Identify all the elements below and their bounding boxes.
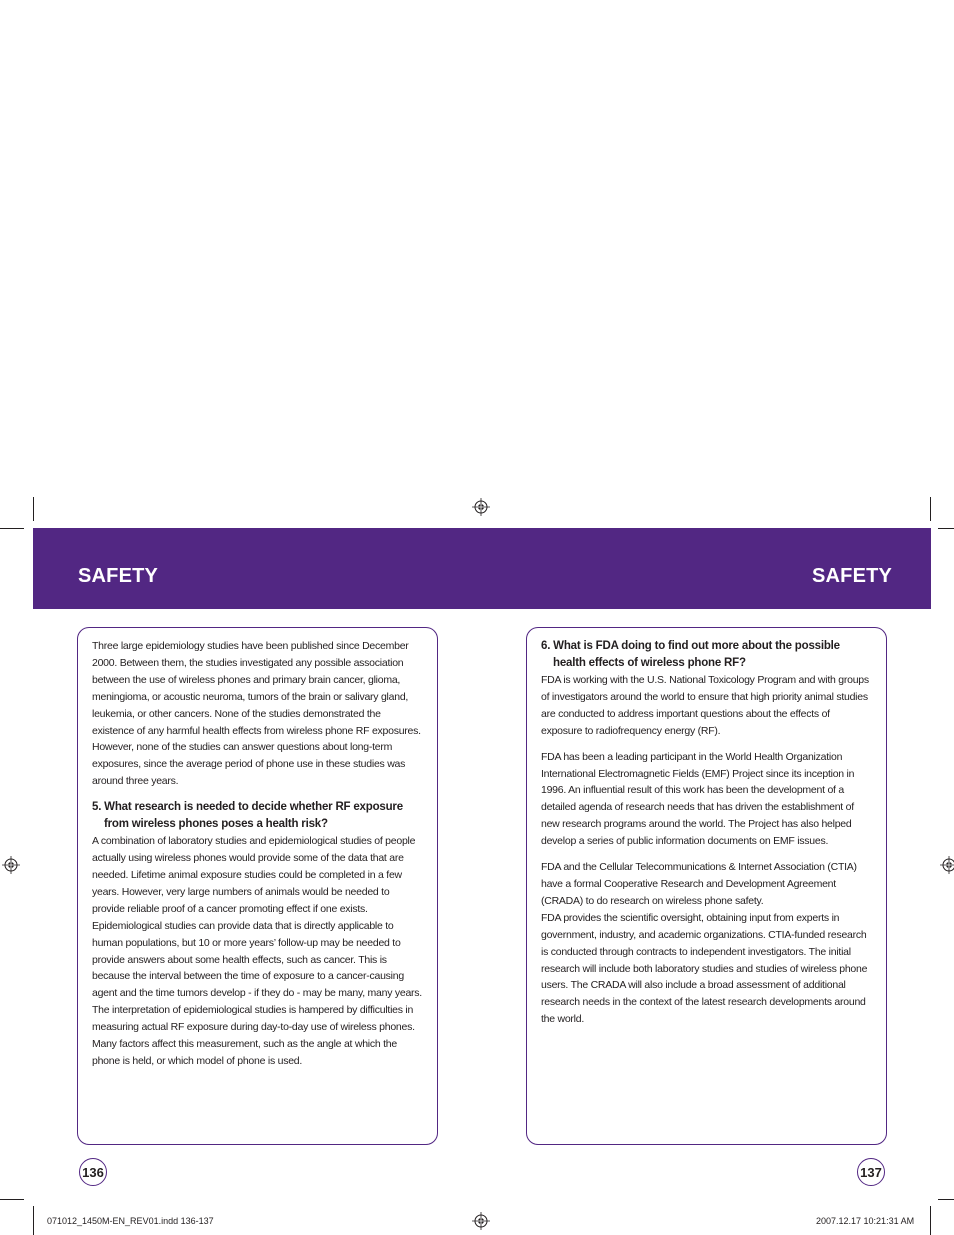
right-page-text bbox=[541, 638, 871, 1037]
question-6-paragraph-1: FDA is working with the U.S. National Toxicology Program and with groups of investigators around the world to ensure that high priority animal studies are conducted to address important questions about the effects of exposure to radiofrequency energy (RF). bbox=[541, 674, 869, 737]
left-page-title: SAFETY bbox=[78, 565, 159, 587]
registration-mark-icon bbox=[940, 856, 954, 874]
right-page-title: SAFETY bbox=[812, 565, 893, 587]
header-band bbox=[33, 528, 931, 609]
question-5-answer: A combination of laboratory studies and epidemiological studies of people actually using wireless phones would provide some of the data that are needed. Lifetime animal exposure studies could be completed in a few years. However, very large numbers of animals would be needed to provide reliable proof of a cancer promoting effect if one exists. Epidemiological studies can provide data that is directly applicable to human populations, but 10 or more years’ follow-up may be needed to provide answers about some health effects, such as cancer. This is because the interval between the time of exposure to a cancer-causing agent and the time tumors develop - if they do - may be many, many years. The interpretation of epidemiological studies is hampered by difficulties in measuring actual RF exposure during day-to-day use of wireless phones. Many factors affect this measurement, such as the angle at which the phone is held, or which model of phone is used. bbox=[92, 835, 422, 1067]
intro-paragraph: Three large epidemiology studies have been published since December 2000. Between them, the studies investigated any possible association between the use of wireless phones and primary brain cancer, glioma, meningioma, or acoustic neuroma, tumors of the brain or salivary gland, leukemia, or other cancers. None of the studies demonstrated the existence of any harmful health effects from wireless phone RF exposures. However, none of the studies can answer questions about long-term exposures, since the average period of phone use in these studies was around three years. bbox=[92, 640, 421, 788]
question-5-heading: 5. What research is needed to decide whether RF exposure from wireless phones poses a health risk? bbox=[92, 801, 403, 831]
crop-mark-right-bottom bbox=[938, 1199, 954, 1200]
crop-mark-top-left bbox=[33, 497, 34, 521]
registration-mark-icon bbox=[2, 856, 20, 874]
registration-mark-icon bbox=[472, 498, 490, 516]
crop-mark-bottom-left bbox=[33, 1206, 34, 1235]
question-6-heading: 6. What is FDA doing to find out more about the possible health effects of wireless phone RF? bbox=[541, 640, 840, 669]
page-number-right: 137 bbox=[857, 1158, 885, 1186]
question-6-paragraph-2: FDA has been a leading participant in the World Health Organization International Electromagnetic Fields (EMF) Project since its inception in 1996. An influential result of this work has been the development of a detailed agenda of research needs that has driven the establishment of new research programs around the world. The Project has also helped develop a series of public information documents on EMF issues. bbox=[541, 750, 855, 848]
question-6-paragraph-4: FDA provides the scientific oversight, obtaining input from experts in government, industry, and academic organizations. CTIA-funded research is conducted through contracts to independent investigators. The initial research will include both laboratory studies and studies of wireless phone users. The CRADA will also include a broad assessment of additional research needs in the context of the latest research developments around the world. bbox=[541, 911, 868, 1026]
crop-mark-left-top bbox=[0, 528, 24, 529]
left-page-text bbox=[92, 638, 424, 1079]
crop-mark-left-bottom bbox=[0, 1199, 24, 1200]
question-6-paragraph-3: FDA and the Cellular Telecommunications & Internet Association (CTIA) have a formal Cooperative Research and Development Agreement (CRADA) to do research on wireless phone safety. bbox=[541, 861, 857, 907]
crop-mark-bottom-right bbox=[930, 1206, 931, 1235]
slug-filename: 071012_1450M-EN_REV01.indd 136-137 bbox=[47, 1216, 214, 1226]
page-number-left: 136 bbox=[79, 1158, 107, 1186]
registration-mark-icon bbox=[472, 1212, 490, 1230]
crop-mark-right-top bbox=[938, 528, 954, 529]
slug-timestamp: 2007.12.17 10:21:31 AM bbox=[816, 1216, 915, 1226]
crop-mark-top-right bbox=[930, 497, 931, 521]
